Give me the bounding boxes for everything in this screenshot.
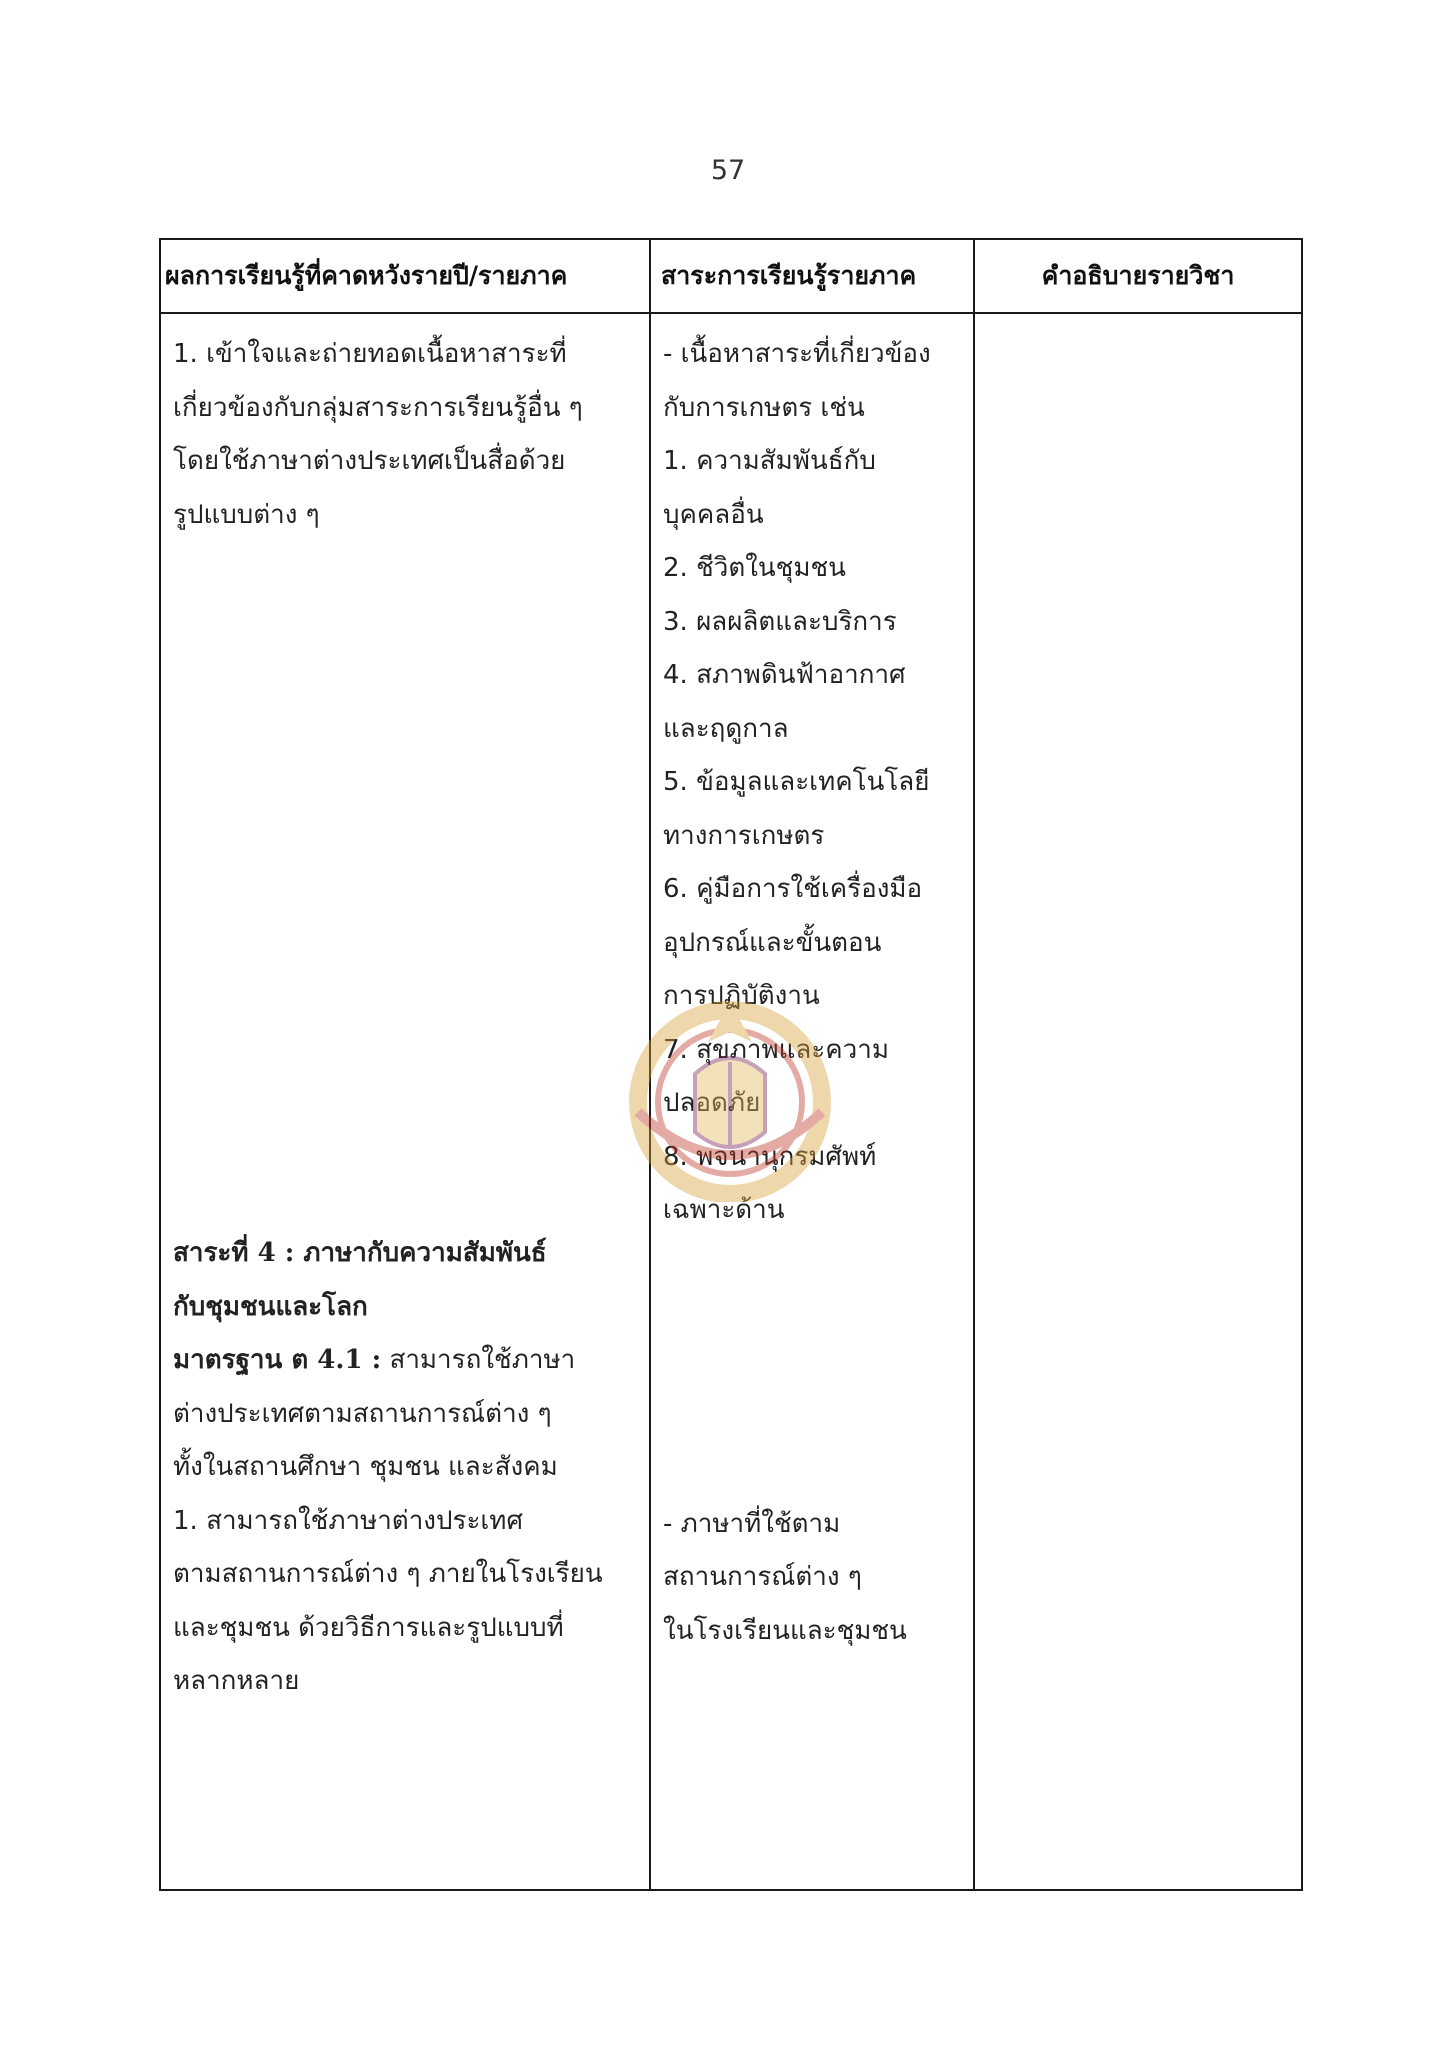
content-line: เฉพาะด้าน bbox=[663, 1195, 785, 1225]
table-row bbox=[160, 313, 1302, 1890]
header-course-description: คำอธิบายรายวิชา bbox=[974, 239, 1302, 313]
content-2-line: สถานการณ์ต่าง ๆ bbox=[663, 1562, 862, 1592]
curriculum-table bbox=[159, 238, 1303, 1891]
spacer bbox=[173, 542, 639, 1227]
standard-text: สามารถใช้ภาษา bbox=[381, 1345, 576, 1375]
content-2-line: - ภาษาที่ใช้ตาม bbox=[663, 1508, 841, 1539]
outcome-2-line: หลากหลาย bbox=[173, 1666, 300, 1696]
curriculum-table-wrapper bbox=[159, 238, 1301, 1891]
content-line: กับการเกษตร เช่น bbox=[663, 392, 865, 423]
spacer bbox=[663, 1238, 963, 1498]
description-cell bbox=[974, 313, 1302, 1890]
content-line: 2. ชีวิตในชุมชน bbox=[663, 553, 846, 583]
content-line: 4. สภาพดินฟ้าอากาศ bbox=[663, 660, 906, 690]
content-2-line: ในโรงเรียนและชุมชน bbox=[663, 1615, 907, 1646]
table-header-row bbox=[160, 239, 1302, 313]
content-line: 8. พจนานุกรมศัพท์ bbox=[663, 1141, 877, 1172]
outcome-1-line: 1. เข้าใจและถ่ายทอดเนื้อหาสาระที่ bbox=[173, 339, 567, 369]
content-line: ทางการเกษตร bbox=[663, 820, 825, 851]
content-line: 3. ผลผลิตและบริการ bbox=[663, 606, 897, 637]
header-expected-outcomes: ผลการเรียนรู้ที่คาดหวังรายปี/รายภาค bbox=[160, 239, 650, 313]
content-line: 6. คู่มือการใช้เครื่องมือ bbox=[663, 874, 923, 904]
outcome-2-line: 1. สามารถใช้ภาษาต่างประเทศ bbox=[173, 1505, 523, 1536]
outcome-2-line: และชุมชน ด้วยวิธีการและรูปแบบที่ bbox=[173, 1612, 564, 1643]
content-line: อุปกรณ์และขั้นตอน bbox=[663, 927, 882, 958]
content-cell bbox=[650, 313, 974, 1890]
strand-title-line: สาระที่ 4 : ภาษากับความสัมพันธ์ bbox=[173, 1238, 547, 1268]
outcome-2-line: ตามสถานการณ์ต่าง ๆ ภายในโรงเรียน bbox=[173, 1559, 603, 1589]
outcome-1-line: รูปแบบต่าง ๆ bbox=[173, 499, 320, 530]
outcomes-cell bbox=[160, 313, 650, 1890]
content-line: บุคคลอื่น bbox=[663, 499, 764, 530]
page-number: 57 bbox=[710, 155, 746, 186]
outcome-1-line: โดยใช้ภาษาต่างประเทศเป็นสื่อด้วย bbox=[173, 446, 566, 476]
standard-text-line: ทั้งในสถานศึกษา ชุมชน และสังคม bbox=[173, 1452, 558, 1482]
content-line: - เนื้อหาสาระที่เกี่ยวข้อง bbox=[663, 339, 931, 369]
content-line: 5. ข้อมูลและเทคโนโลยี bbox=[663, 767, 930, 797]
content-line: 7. สุขภาพและความ bbox=[663, 1034, 889, 1065]
standard-text-line: ต่างประเทศตามสถานการณ์ต่าง ๆ bbox=[173, 1398, 552, 1429]
standard-label: มาตรฐาน ต 4.1 : bbox=[173, 1345, 382, 1375]
header-learning-content: สาระการเรียนรู้รายภาค bbox=[650, 239, 974, 313]
content-line: ปลอดภัย bbox=[663, 1088, 761, 1118]
outcome-1-line: เกี่ยวข้องกับกลุ่มสาระการเรียนรู้อื่น ๆ bbox=[173, 392, 583, 423]
strand-title-line: กับชุมชนและโลก bbox=[173, 1291, 368, 1322]
standard-line bbox=[173, 1334, 639, 1388]
content-line: และฤดูกาล bbox=[663, 713, 789, 744]
content-line: การปฏิบัติงาน bbox=[663, 981, 820, 1011]
content-line: 1. ความสัมพันธ์กับ bbox=[663, 446, 876, 476]
